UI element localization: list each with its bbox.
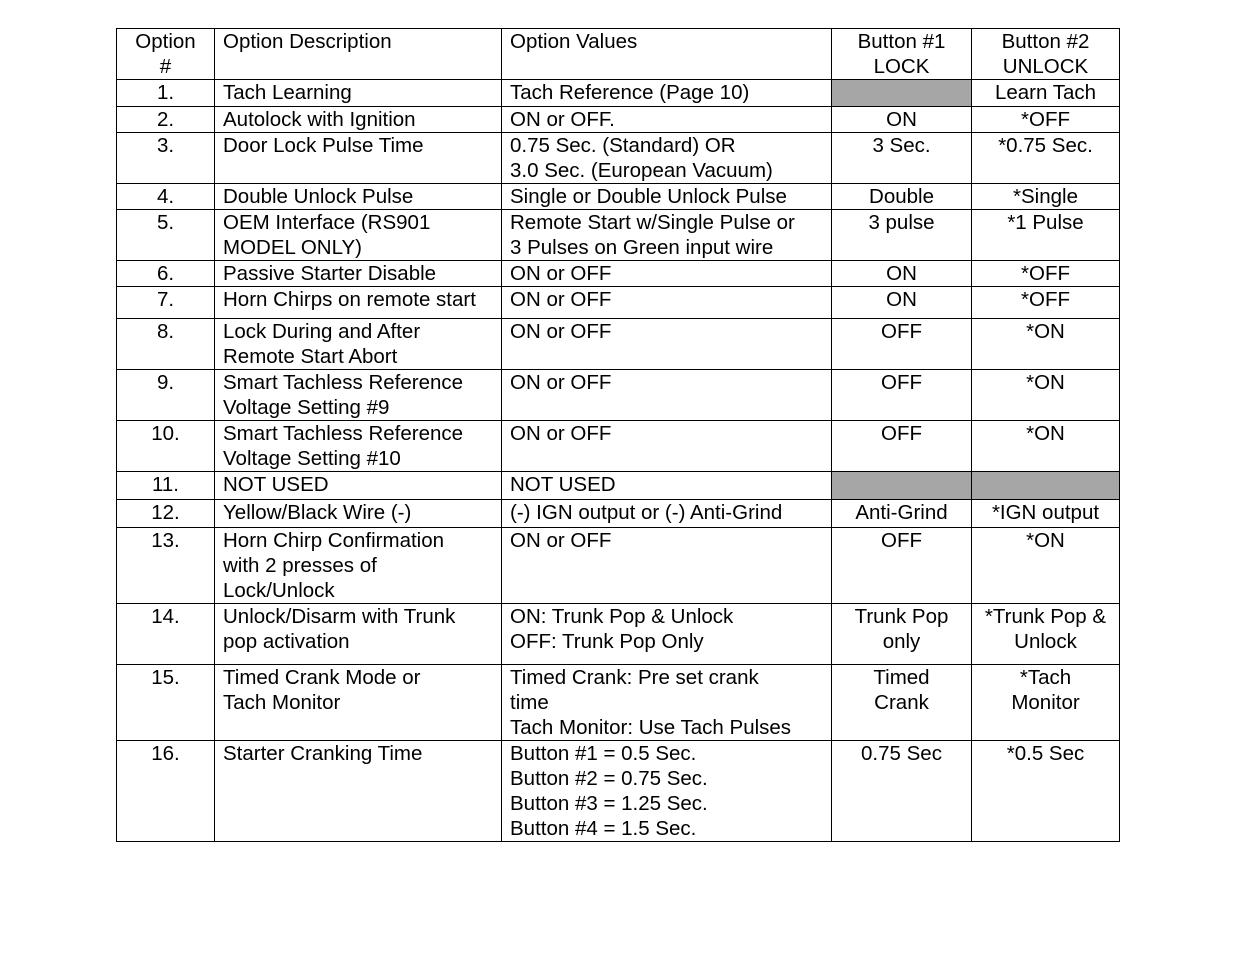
button-2-unlock-cell: *0.5 Sec [972, 741, 1120, 842]
option-description-cell: Timed Crank Mode or Tach Monitor [215, 665, 502, 741]
button-2-unlock-cell: *ON [972, 319, 1120, 370]
table-row [117, 287, 1120, 319]
option-number-cell: 4. [117, 184, 215, 210]
button-1-lock-cell: OFF [832, 528, 972, 604]
table-row [117, 210, 1120, 261]
option-number-cell: 3. [117, 133, 215, 184]
button-2-unlock-cell: Learn Tach [972, 80, 1120, 107]
header-button-1-lock: Button #1 LOCK [832, 29, 972, 80]
option-number-cell: 16. [117, 741, 215, 842]
option-description-cell: Smart Tachless Reference Voltage Setting #9 [215, 370, 502, 421]
option-values-cell: ON or OFF [502, 287, 832, 319]
table-row [117, 665, 1120, 741]
option-number-cell: 1. [117, 80, 215, 107]
option-values-cell: 0.75 Sec. (Standard) OR 3.0 Sec. (European Vacuum) [502, 133, 832, 184]
button-1-lock-cell: OFF [832, 319, 972, 370]
option-description-cell: Starter Cranking Time [215, 741, 502, 842]
option-values-cell: Remote Start w/Single Pulse or 3 Pulses on Green input wire [502, 210, 832, 261]
header-button-2-unlock: Button #2 UNLOCK [972, 29, 1120, 80]
button-1-lock-cell: Trunk Pop only [832, 604, 972, 665]
option-values-cell: ON or OFF [502, 370, 832, 421]
button-1-lock-cell: Anti-Grind [832, 500, 972, 528]
option-values-cell: ON or OFF [502, 261, 832, 287]
button-1-lock-cell: 3 Sec. [832, 133, 972, 184]
button-2-unlock-cell: *0.75 Sec. [972, 133, 1120, 184]
option-number-cell: 12. [117, 500, 215, 528]
button-1-lock-cell: ON [832, 261, 972, 287]
option-values-cell: Timed Crank: Pre set crank time Tach Monitor: Use Tach Pulses [502, 665, 832, 741]
option-description-cell: Tach Learning [215, 80, 502, 107]
option-number-cell: 14. [117, 604, 215, 665]
option-values-cell: Tach Reference (Page 10) [502, 80, 832, 107]
table-row [117, 261, 1120, 287]
option-values-cell: Button #1 = 0.5 Sec. Button #2 = 0.75 Sec. Button #3 = 1.25 Sec. Button #4 = 1.5 Sec. [502, 741, 832, 842]
option-number-cell: 15. [117, 665, 215, 741]
button-1-lock-cell: OFF [832, 370, 972, 421]
button-2-unlock-cell: *OFF [972, 261, 1120, 287]
table-row [117, 184, 1120, 210]
button-1-lock-cell [832, 472, 972, 500]
option-description-cell: Passive Starter Disable [215, 261, 502, 287]
button-2-unlock-cell: *ON [972, 421, 1120, 472]
option-description-cell: Smart Tachless Reference Voltage Setting #10 [215, 421, 502, 472]
options-table [116, 28, 1120, 842]
option-number-cell: 5. [117, 210, 215, 261]
table-row [117, 604, 1120, 665]
button-2-unlock-cell: *OFF [972, 287, 1120, 319]
option-description-cell: OEM Interface (RS901 MODEL ONLY) [215, 210, 502, 261]
button-2-unlock-cell [972, 472, 1120, 500]
header-option-description: Option Description [215, 29, 502, 80]
button-2-unlock-cell: *OFF [972, 107, 1120, 133]
option-values-cell: Single or Double Unlock Pulse [502, 184, 832, 210]
table-row [117, 319, 1120, 370]
option-number-cell: 9. [117, 370, 215, 421]
option-description-cell: Double Unlock Pulse [215, 184, 502, 210]
button-2-unlock-cell: *IGN output [972, 500, 1120, 528]
option-number-cell: 8. [117, 319, 215, 370]
header-row [117, 29, 1120, 80]
option-description-cell: Horn Chirps on remote start [215, 287, 502, 319]
table-row [117, 528, 1120, 604]
option-description-cell: NOT USED [215, 472, 502, 500]
button-1-lock-cell: 0.75 Sec [832, 741, 972, 842]
option-number-cell: 10. [117, 421, 215, 472]
option-number-cell: 7. [117, 287, 215, 319]
option-description-cell: Lock During and After Remote Start Abort [215, 319, 502, 370]
option-values-cell: NOT USED [502, 472, 832, 500]
button-2-unlock-cell: *ON [972, 528, 1120, 604]
table-row [117, 421, 1120, 472]
option-values-cell: ON or OFF [502, 528, 832, 604]
option-values-cell: ON or OFF [502, 421, 832, 472]
option-values-cell: ON or OFF [502, 319, 832, 370]
option-values-cell: ON or OFF. [502, 107, 832, 133]
button-2-unlock-cell: *Single [972, 184, 1120, 210]
table-row [117, 107, 1120, 133]
header-option-number: Option # [117, 29, 215, 80]
option-values-cell: ON: Trunk Pop & Unlock OFF: Trunk Pop Only [502, 604, 832, 665]
option-description-cell: Yellow/Black Wire (-) [215, 500, 502, 528]
button-2-unlock-cell: *Tach Monitor [972, 665, 1120, 741]
button-2-unlock-cell: *1 Pulse [972, 210, 1120, 261]
button-2-unlock-cell: *ON [972, 370, 1120, 421]
table-row [117, 741, 1120, 842]
button-2-unlock-cell: *Trunk Pop & Unlock [972, 604, 1120, 665]
button-1-lock-cell: 3 pulse [832, 210, 972, 261]
button-1-lock-cell: ON [832, 287, 972, 319]
option-description-cell: Unlock/Disarm with Trunk pop activation [215, 604, 502, 665]
button-1-lock-cell [832, 80, 972, 107]
button-1-lock-cell: ON [832, 107, 972, 133]
option-number-cell: 2. [117, 107, 215, 133]
table-row [117, 133, 1120, 184]
table-row [117, 370, 1120, 421]
button-1-lock-cell: Double [832, 184, 972, 210]
header-option-values: Option Values [502, 29, 832, 80]
option-number-cell: 6. [117, 261, 215, 287]
table-row [117, 500, 1120, 528]
button-1-lock-cell: OFF [832, 421, 972, 472]
option-values-cell: (-) IGN output or (-) Anti-Grind [502, 500, 832, 528]
option-description-cell: Autolock with Ignition [215, 107, 502, 133]
option-description-cell: Door Lock Pulse Time [215, 133, 502, 184]
table-row [117, 80, 1120, 107]
option-description-cell: Horn Chirp Confirmation with 2 presses of Lock/Unlock [215, 528, 502, 604]
option-number-cell: 13. [117, 528, 215, 604]
table-row [117, 472, 1120, 500]
option-number-cell: 11. [117, 472, 215, 500]
button-1-lock-cell: Timed Crank [832, 665, 972, 741]
